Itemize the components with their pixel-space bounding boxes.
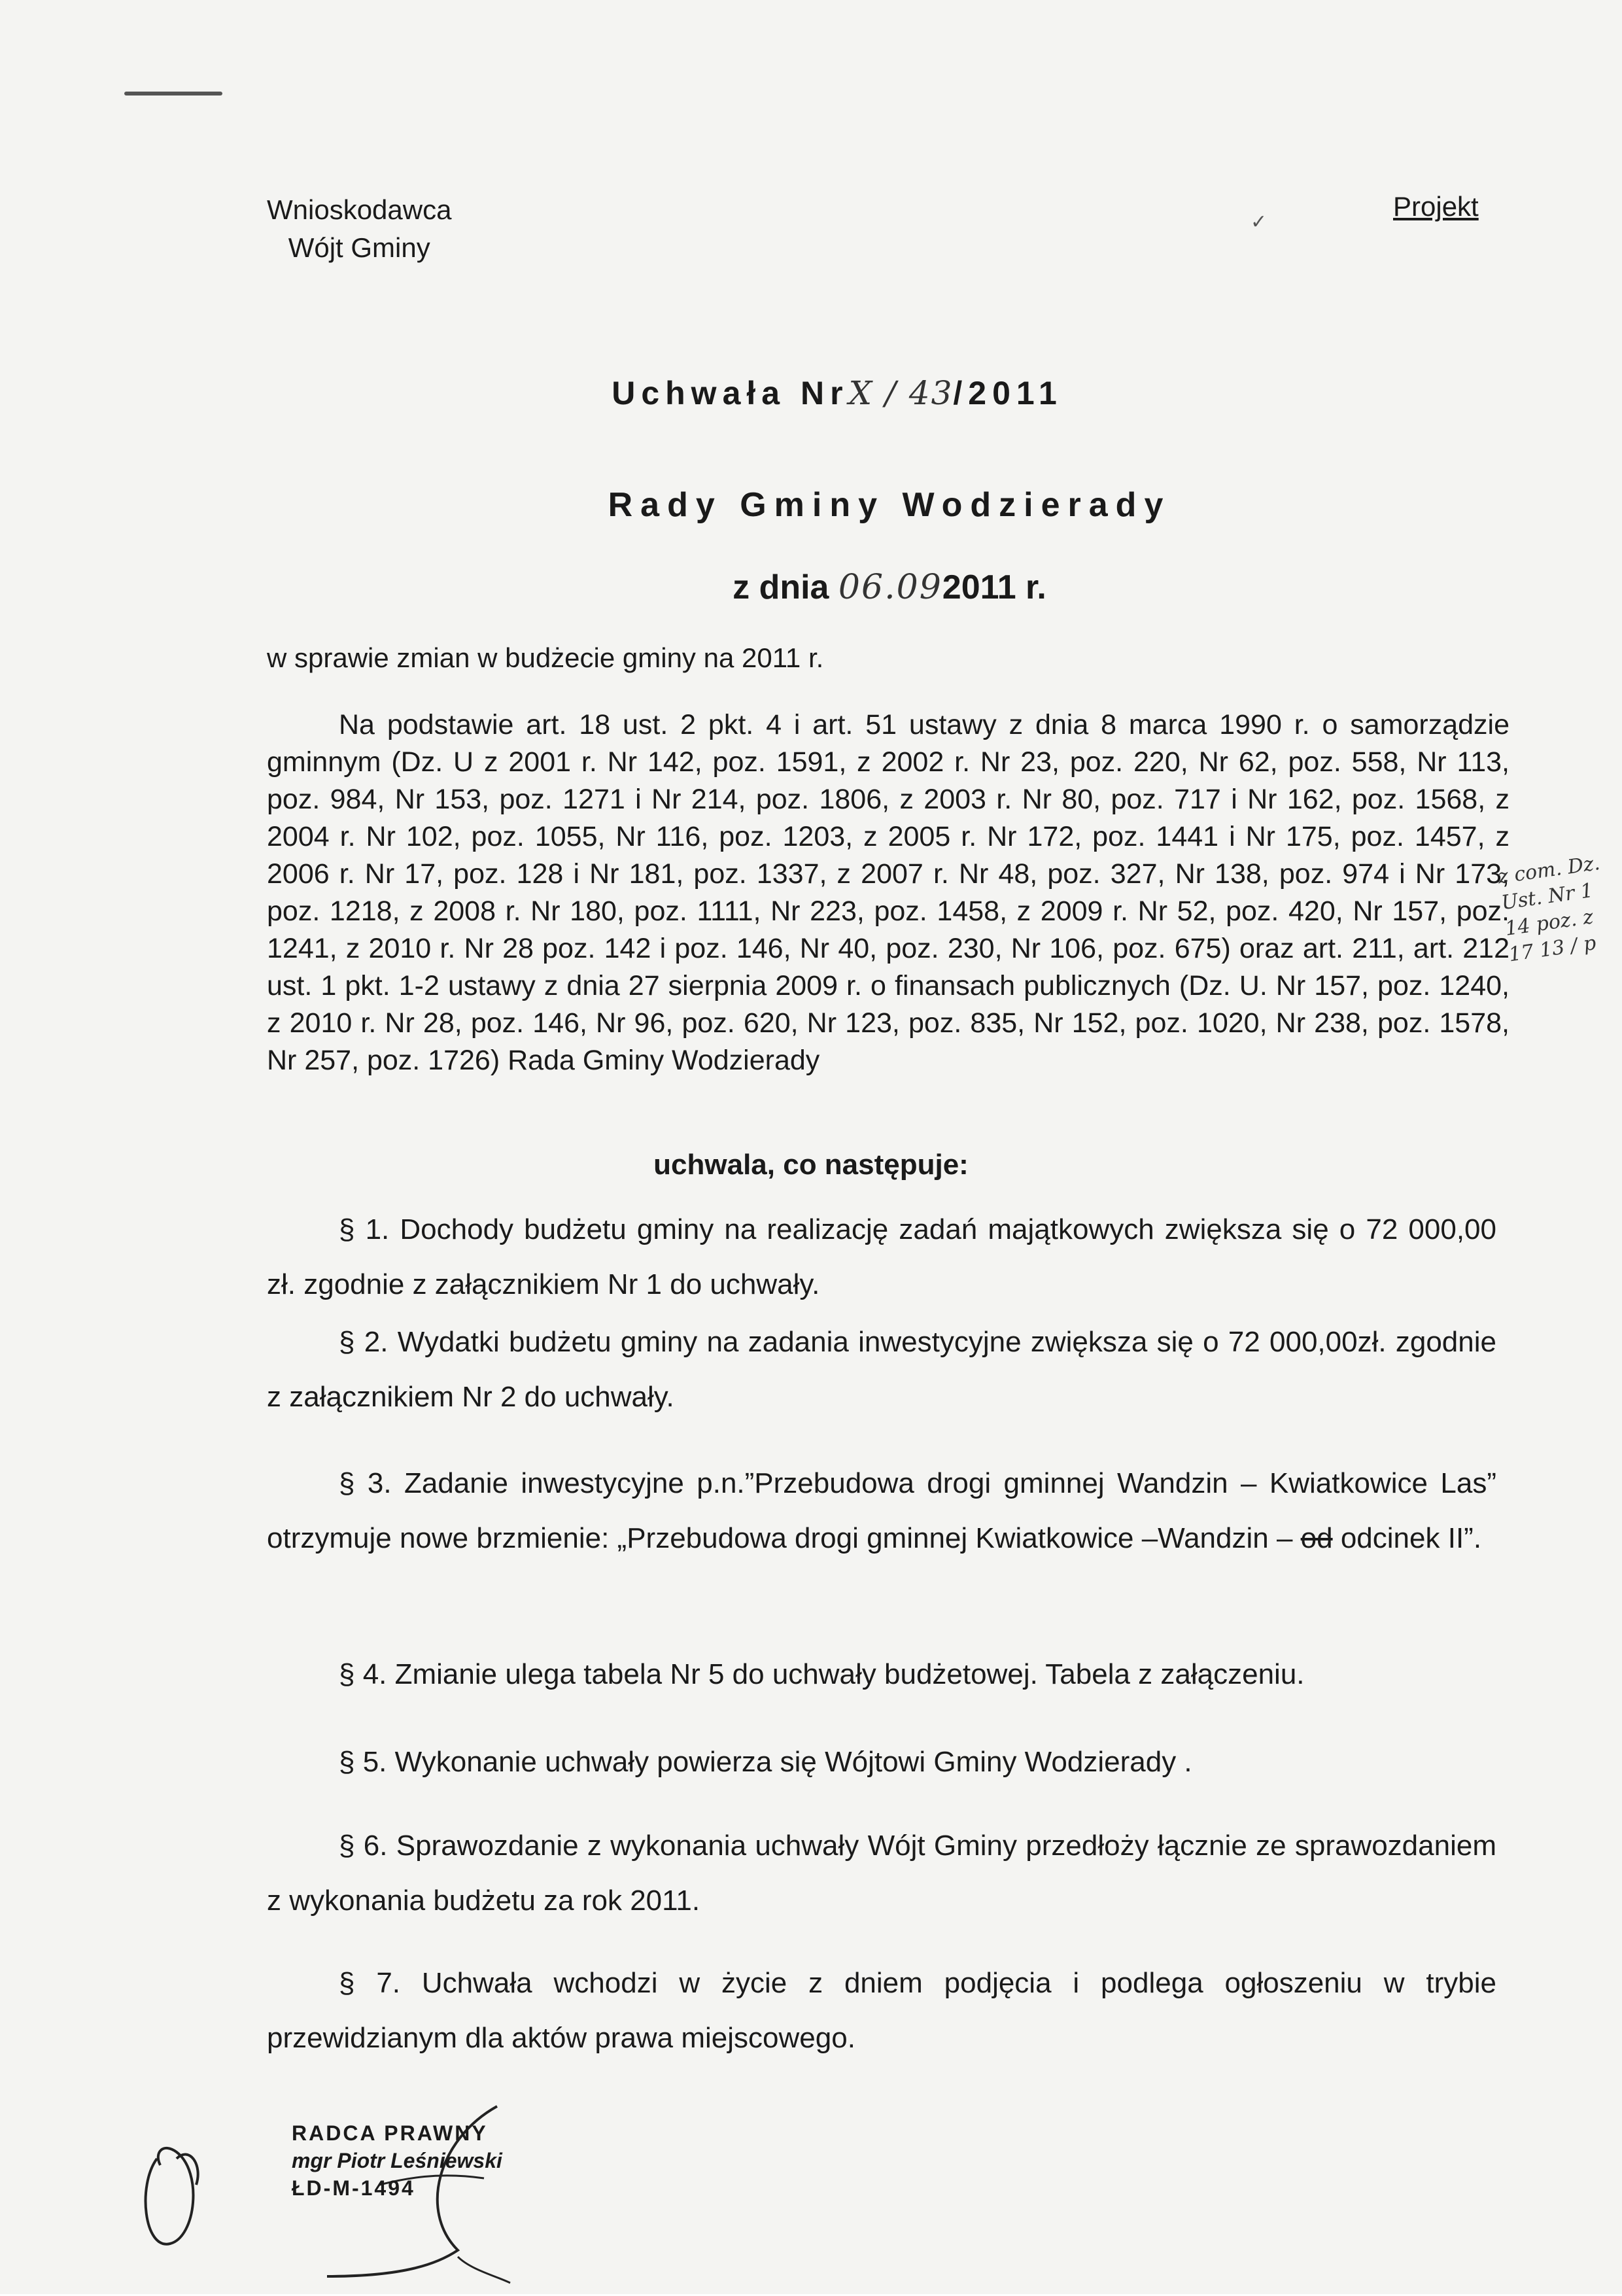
section-2: § 2. Wydatki budżetu gminy na zadania inwestycyjne zwiększa się o 72 000,00zł. zgodnie z załącznikiem Nr 2 do uchwały.	[267, 1326, 1496, 1413]
date-handwritten: 06.09	[838, 568, 942, 607]
stamp-line2: mgr Piotr Leśniewski	[292, 2149, 502, 2172]
applicant-block	[267, 191, 451, 267]
handwritten-margin-note: z com. Dz. Ust. Nr 1 14 poz. z 17 13 / p	[1496, 852, 1602, 967]
applicant-line2: Wójt Gminy	[288, 232, 430, 263]
section-6: § 6. Sprawozdanie z wykonania uchwały Wójt Gminy przedłoży łącznie ze sprawozdaniem z wykonania budżetu za rok 2011.	[267, 1830, 1496, 1917]
resolution-prefix: Uchwała Nr	[612, 375, 849, 411]
handwritten-tick-icon: ✓	[1251, 211, 1268, 233]
resolution-number-handwritten: X / 43	[848, 374, 954, 412]
date-prefix: z dnia	[733, 568, 829, 606]
applicant-line1: Wnioskodawca	[267, 194, 452, 225]
council-name: Rady Gminy Wodzierady	[608, 486, 1171, 524]
resolution-subject: w sprawie zmian w budżecie gminy na 2011 r.	[267, 642, 824, 673]
scan-edge-mark	[124, 92, 222, 96]
date-suffix: 2011 r.	[942, 568, 1046, 606]
legal-basis-paragraph: Na podstawie art. 18 ust. 2 pkt. 4 i art. 51 ustawy z dnia 8 marca 1990 r. o samorządzie gminnym (Dz. U z 2001 r. Nr 142, poz. 1591, z 2002 r. Nr 23, poz. 220, Nr 62, poz. 558, Nr 113, poz. 984, Nr 153, poz. 1271 i Nr 214, poz. 1806, z 2003 r. Nr 80, poz. 717 i Nr 162, poz. 1568, z 2004 r. Nr 102, poz. 1055, Nr 116, poz. 1203, z 2005 r. Nr 172, poz. 1441 i Nr 175, poz. 1457, z 2006 r. Nr 17, poz. 128 i Nr 181, poz. 1337, z 2007 r. Nr 48, poz. 327, Nr 138, poz. 974 i Nr 173, poz. 1218, z 2008 r. Nr 180, poz. 1111, Nr 223, poz. 1458, z 2009 r. Nr 52, poz. 420, Nr 157, poz. 1241, z 2010 r. Nr 28 poz. 142 i poz. 146, Nr 40, poz. 230, Nr 106, poz. 675) oraz art. 211, art. 212 ust. 1 pkt. 1-2 ustawy z dnia 27 sierpnia 2009 r. o finansach publicznych (Dz. U. Nr 157, poz. 1240, z 2010 r. Nr 28, poz. 146, Nr 96, poz. 620, Nr 123, poz. 835, Nr 152, poz. 1020, Nr 238, poz. 1578, Nr 257, poz. 1726) Rada Gminy Wodzierady	[267, 709, 1510, 1076]
section-5: § 5. Wykonanie uchwały powierza się Wójtowi Gminy Wodzierady .	[339, 1746, 1192, 1778]
section-3-struck-word: od	[1300, 1522, 1333, 1554]
section-3-text-a: § 3. Zadanie inwestycyjne p.n.”Przebudowa drogi gminnej Wandzin – Kwiatkowice Las” otrzymuje nowe brzmienie: „Przebudowa drogi gminnej Kwiatkowice –Wandzin –	[267, 1467, 1496, 1554]
resolution-suffix: /2011	[953, 375, 1063, 411]
section-3	[267, 1456, 1496, 1566]
section-4: § 4. Zmianie ulega tabela Nr 5 do uchwały budżetowej. Tabela z załączeniu.	[339, 1658, 1305, 1690]
section-7: § 7. Uchwała wchodzi w życie z dniem podjęcia i podlega ogłoszeniu w trybie przewidzianym dla aktów prawa miejscowego.	[267, 1967, 1496, 2054]
stamp-line1: RADCA PRAWNY	[292, 2121, 488, 2145]
stamp-line3: ŁD-M-1494	[292, 2176, 415, 2200]
resolves-heading: uchwala, co następuje:	[653, 1149, 969, 1181]
section-1: § 1. Dochody budżetu gminy na realizację zadań majątkowych zwiększa się o 72 000,00 zł. zgodnie z załącznikiem Nr 1 do uchwały.	[267, 1213, 1496, 1300]
section-3-text-b: odcinek II”.	[1332, 1522, 1482, 1554]
legal-advisor-stamp	[292, 2119, 502, 2202]
project-label: Projekt	[1393, 191, 1479, 222]
resolution-date	[78, 568, 1622, 607]
resolution-title	[26, 374, 1622, 412]
